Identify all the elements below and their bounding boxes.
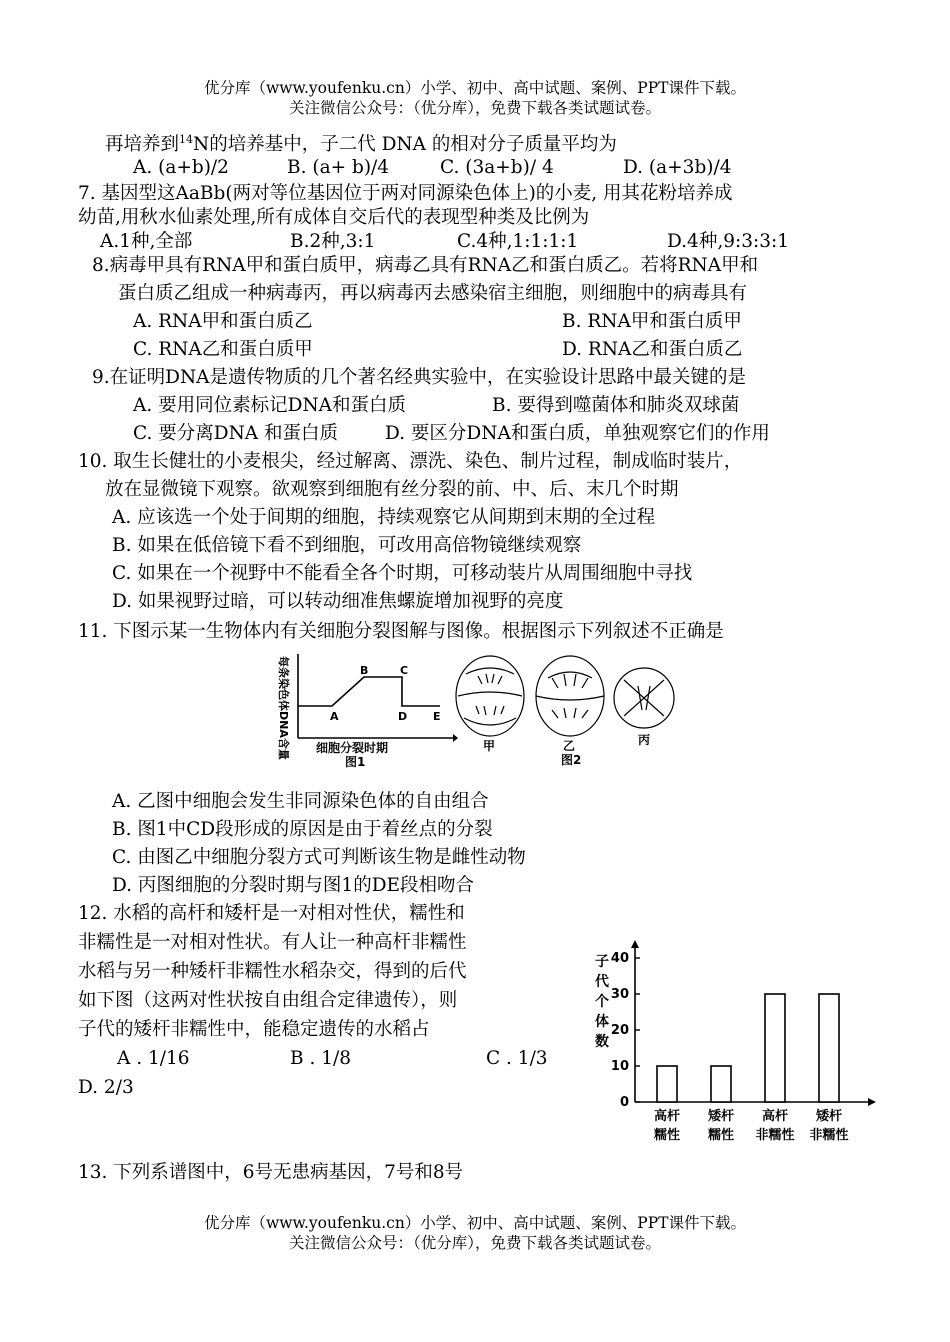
q6-option-c: C. (3a+b)/ 4 bbox=[440, 157, 554, 178]
q7-option-c: C.4种,1:1:1:1 bbox=[457, 231, 579, 252]
fig1-x-label: 细胞分裂时期 bbox=[316, 741, 389, 755]
chart-y-tick-label: 0 bbox=[619, 1095, 629, 1110]
chart-category-label: 糯性 bbox=[653, 1128, 681, 1143]
q8-option-a: A. RNA甲和蛋白质乙 bbox=[133, 311, 313, 332]
q9-option-c: C. 要分离DNA 和蛋白质 bbox=[133, 423, 339, 444]
q6-option-b: B. (a+ b)/4 bbox=[287, 157, 390, 178]
fig2-title: 图2 bbox=[561, 753, 582, 767]
q10-stem-2: 放在显微镜下观察。欲观察到细胞有丝分裂的前、中、后、末几个时期 bbox=[105, 479, 679, 500]
q9-option-d: D. 要区分DNA和蛋白质，单独观察它们的作用 bbox=[385, 423, 770, 444]
chart-bar bbox=[711, 1066, 731, 1102]
q6-option-d: D. (a+3b)/4 bbox=[623, 157, 732, 178]
chart-bar bbox=[765, 994, 785, 1102]
chart-y-label-char: 数 bbox=[595, 1034, 609, 1050]
q6-option-a: A. (a+b)/2 bbox=[133, 157, 229, 178]
chart-category-label: 糯性 bbox=[707, 1128, 735, 1143]
q7-stem-1: 7. 基因型这AaBb(两对等位基因位于两对同源染色体上)的小麦, 用其花粉培养成 bbox=[78, 183, 733, 204]
q12-stem-5: 子代的矮杆非糯性中，能稳定遗传的水稻占 bbox=[78, 1019, 430, 1040]
chart-y-tick-label: 10 bbox=[610, 1059, 629, 1074]
q6-stem: 再培养到$^{14}$N的培养基中，子二代 DNA 的相对分子质量平均为 bbox=[105, 133, 617, 156]
fig1-y-label bbox=[277, 656, 291, 760]
q11-option-c: C. 由图乙中细胞分裂方式可判断该生物是雌性动物 bbox=[112, 847, 526, 868]
q12-stem-2: 非糯性是一对相对性状。有人让一种高杆非糯性 bbox=[78, 932, 467, 953]
q10-stem-1: 10. 取生长健壮的小麦根尖，经过解离、漂洗、染色、制片过程，制成临时装片， bbox=[78, 451, 743, 472]
fig1-point-a: A bbox=[330, 710, 339, 723]
fig1-point-d: D bbox=[398, 710, 408, 723]
q12-stem-1: 12. 水稻的高杆和矮杆是一对相对性伏，糯性和 bbox=[78, 903, 465, 924]
cell-jia-label: 甲 bbox=[483, 739, 496, 753]
figure-2-cells bbox=[452, 648, 682, 770]
chart-y-tick-label: 40 bbox=[610, 951, 629, 966]
chart-y-label-char: 个 bbox=[595, 994, 609, 1010]
q12-option-b: B . 1/8 bbox=[290, 1048, 352, 1069]
q8-option-c: C. RNA乙和蛋白质甲 bbox=[133, 339, 313, 360]
chart-category-label: 矮杆 bbox=[815, 1109, 843, 1124]
chart-y-tick-label: 20 bbox=[610, 1023, 629, 1038]
fig1-title: 图1 bbox=[345, 755, 366, 769]
q10-option-a: A. 应该选一个处于间期的细胞，持续观察它从间期到末期的全过程 bbox=[112, 507, 656, 528]
q11-option-b: B. 图1中CD段形成的原因是由于着丝点的分裂 bbox=[112, 819, 493, 840]
cell-bing bbox=[614, 668, 674, 728]
q10-option-c: C. 如果在一个视野中不能看全各个时期，可移动装片从周围细胞中寻找 bbox=[112, 563, 693, 584]
q10-option-b: B. 如果在低倍镜下看不到细胞，可改用高倍物镜继续观察 bbox=[112, 535, 582, 556]
fig1-point-e: E bbox=[433, 710, 441, 723]
q12-stem-4: 如下图（这两对性状按自由组合定律遗传），则 bbox=[78, 990, 458, 1011]
q11-stem: 11. 下图示某一生物体内有关细胞分裂图解与图像。根据图示下列叙述不正确是 bbox=[78, 621, 724, 642]
chart-y-label-char: 代 bbox=[595, 974, 609, 990]
q11-option-a: A. 乙图中细胞会发生非同源染色体的自由组合 bbox=[112, 791, 489, 812]
cell-yi bbox=[536, 656, 604, 736]
q8-option-b: B. RNA甲和蛋白质甲 bbox=[562, 311, 742, 332]
q12-option-a: A . 1/16 bbox=[117, 1048, 190, 1069]
fig1-curve bbox=[298, 677, 440, 706]
fig1-point-b: B bbox=[360, 664, 369, 677]
chart-y-label-char: 子 bbox=[595, 954, 609, 970]
q7-stem-2: 幼苗,用秋水仙素处理,所有成体自交后代的表现型种类及比例为 bbox=[78, 207, 590, 228]
cell-yi-label: 乙 bbox=[563, 739, 576, 753]
chart-y-label-char: 体 bbox=[595, 1014, 609, 1030]
chart-x-arrow bbox=[868, 1098, 876, 1106]
q8-stem-2: 蛋白质乙组成一种病毒丙，再以病毒丙去感染宿主细胞，则细胞中的病毒具有 bbox=[118, 283, 748, 304]
chart-category-label: 高杆 bbox=[653, 1109, 681, 1124]
q12-option-d: D. 2/3 bbox=[78, 1077, 134, 1098]
q9-stem: 9.在证明DNA是遗传物质的几个著名经典实验中，在实验设计思路中最关键的是 bbox=[92, 367, 747, 388]
chart-y-arrow bbox=[631, 940, 639, 948]
footer-line-1: 优分库（www.youfenku.cn）小学、初中、高中试题、案例、PPT课件下载。 bbox=[203, 1214, 747, 1232]
q9-option-a: A. 要用同位素标记DNA和蛋白质 bbox=[133, 395, 407, 416]
fig1-y-label-text: 每条染色体DNA含量 bbox=[277, 656, 290, 760]
q12-option-c: C . 1/3 bbox=[486, 1048, 548, 1069]
cell-jia bbox=[456, 656, 524, 736]
q7-option-b: B.2种,3:1 bbox=[290, 231, 376, 252]
footer-line-2: 关注微信公众号：（优分库），免费下载各类试题试卷。 bbox=[288, 1234, 661, 1252]
q10-option-d: D. 如果视野过暗，可以转动细准焦螺旋增加视野的亮度 bbox=[112, 591, 564, 612]
q8-stem-1: 8.病毒甲具有RNA甲和蛋白质甲，病毒乙具有RNA乙和蛋白质乙。若将RNA甲和 bbox=[92, 255, 759, 276]
chart-category-label: 矮杆 bbox=[707, 1109, 735, 1124]
offspring-bar-chart bbox=[585, 940, 880, 1150]
chart-category-label: 高杆 bbox=[761, 1109, 789, 1124]
chart-bar bbox=[819, 994, 839, 1102]
chart-y-tick-label: 30 bbox=[610, 987, 629, 1002]
q11-option-d: D. 丙图细胞的分裂时期与图1的DE段相吻合 bbox=[112, 875, 475, 896]
q12-stem-3: 水稻与另一种矮杆非糯性水稻杂交，得到的后代 bbox=[78, 961, 467, 982]
fig1-point-c: C bbox=[400, 664, 409, 677]
chart-bar bbox=[657, 1066, 677, 1102]
cell-bing-label: 丙 bbox=[638, 733, 651, 747]
chart-category-label: 非糯性 bbox=[755, 1128, 795, 1143]
q7-option-d: D.4种,9:3:3:1 bbox=[667, 231, 789, 252]
q8-option-d: D. RNA乙和蛋白质乙 bbox=[562, 339, 743, 360]
header-line-1: 优分库（www.youfenku.cn）小学、初中、高中试题、案例、PPT课件下载。 bbox=[203, 79, 747, 97]
q13-stem: 13. 下列系谱图中，6号无患病基因，7号和8号 bbox=[78, 1162, 464, 1183]
chart-category-label: 非糯性 bbox=[809, 1128, 849, 1143]
q7-option-a: A.1种,全部 bbox=[100, 231, 193, 252]
header-line-2: 关注微信公众号：（优分库），免费下载各类试题试卷。 bbox=[288, 99, 661, 117]
figure-1-dna-curve bbox=[268, 650, 458, 770]
q9-option-b: B. 要得到噬菌体和肺炎双球菌 bbox=[492, 395, 740, 416]
